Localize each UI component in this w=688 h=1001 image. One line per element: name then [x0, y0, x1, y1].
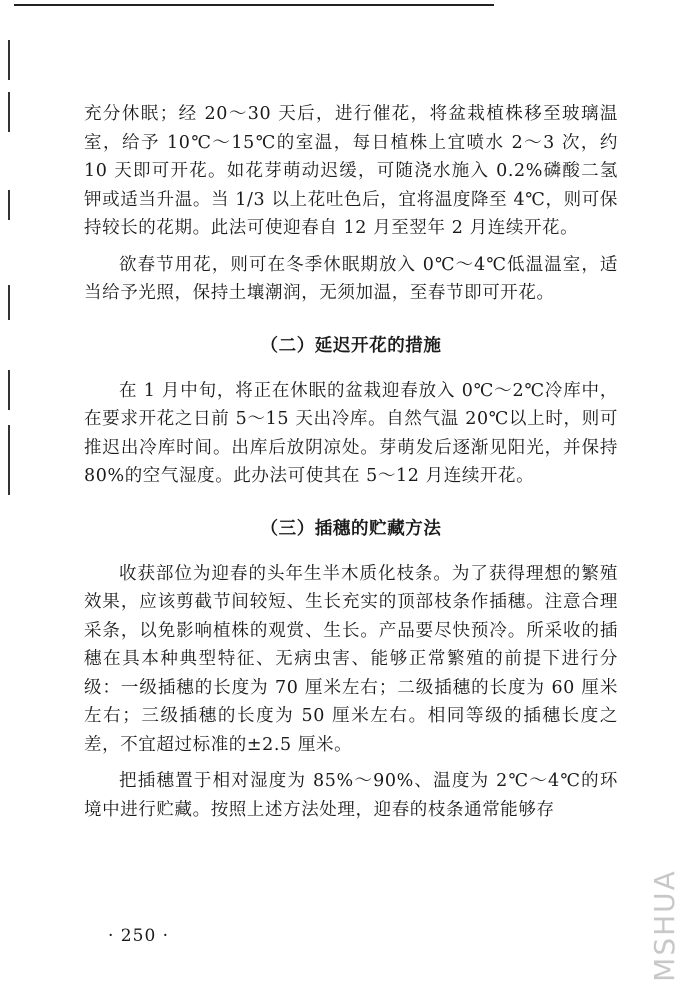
body-paragraph: 收获部位为迎春的头年生半木质化枝条。为了获得理想的繁殖效果，应该剪截节间较短、生长充实的顶部枝条作插穗。注意合理采条，以免影响植株的观赏、生长。产品要尽快预冷。所采收的插穗在具本种典型特征、无病虫害、能够正常繁殖的前提下进行分级：一级插穗的长度为 70 厘米左右；二级插穗的长度为 60 厘米左右；三级插穗的长度为 50 厘米左右。相同等级的插穗长度之差，不宜超过标准的±2.5 厘米。 — [84, 563, 618, 755]
margin-mark — [8, 40, 10, 80]
margin-mark — [8, 425, 10, 495]
page-number: · 250 · — [108, 926, 170, 946]
margin-mark — [8, 92, 10, 132]
watermark-text: MSHUA — [647, 868, 681, 982]
margin-mark — [8, 370, 10, 410]
body-paragraph: 把插穗置于相对湿度为 85%～90%、温度为 2℃～4℃的环境中进行贮藏。按照上述方法处理，迎春的枝条通常能够存 — [84, 771, 618, 820]
body-paragraph: 充分休眠；经 20～30 天后，进行催花，将盆栽植株移至玻璃温室，给予 10℃～15℃的室温，每日植株上宜喷水 2～3 次，约 10 天即可开花。如花芽萌动迟缓，可随浇水施入 0.2%磷酸二氢钾或适当升温。当 1/3 以上花吐色后，宜将温度降至 4℃，则可保持较长的花期。此法可使迎春自 12 月至翌年 2 月连续开花。 — [84, 104, 618, 238]
section-heading: （三）插穗的贮藏方法 — [260, 518, 442, 539]
section-heading: （二）延迟开花的措施 — [260, 335, 442, 356]
margin-mark — [8, 190, 10, 220]
margin-mark — [8, 285, 10, 320]
body-paragraph: 欲春节用花，则可在冬季休眠期放入 0℃～4℃低温温室，适当给予光照，保持土壤潮润，无须加温，至春节即可开花。 — [84, 254, 618, 303]
top-rule — [14, 4, 494, 6]
watermark — [646, 860, 682, 990]
page-body — [84, 100, 618, 824]
body-paragraph: 在 1 月中旬，将正在休眠的盆栽迎春放入 0℃～2℃冷库中，在要求开花之日前 5～15 天出冷库。自然气温 20℃以上时，则可推迟出冷库时间。出库后放阴凉处。芽萌发后逐渐见阳光，并保持 80%的空气湿度。此办法可使其在 5～12 月连续开花。 — [84, 380, 618, 486]
